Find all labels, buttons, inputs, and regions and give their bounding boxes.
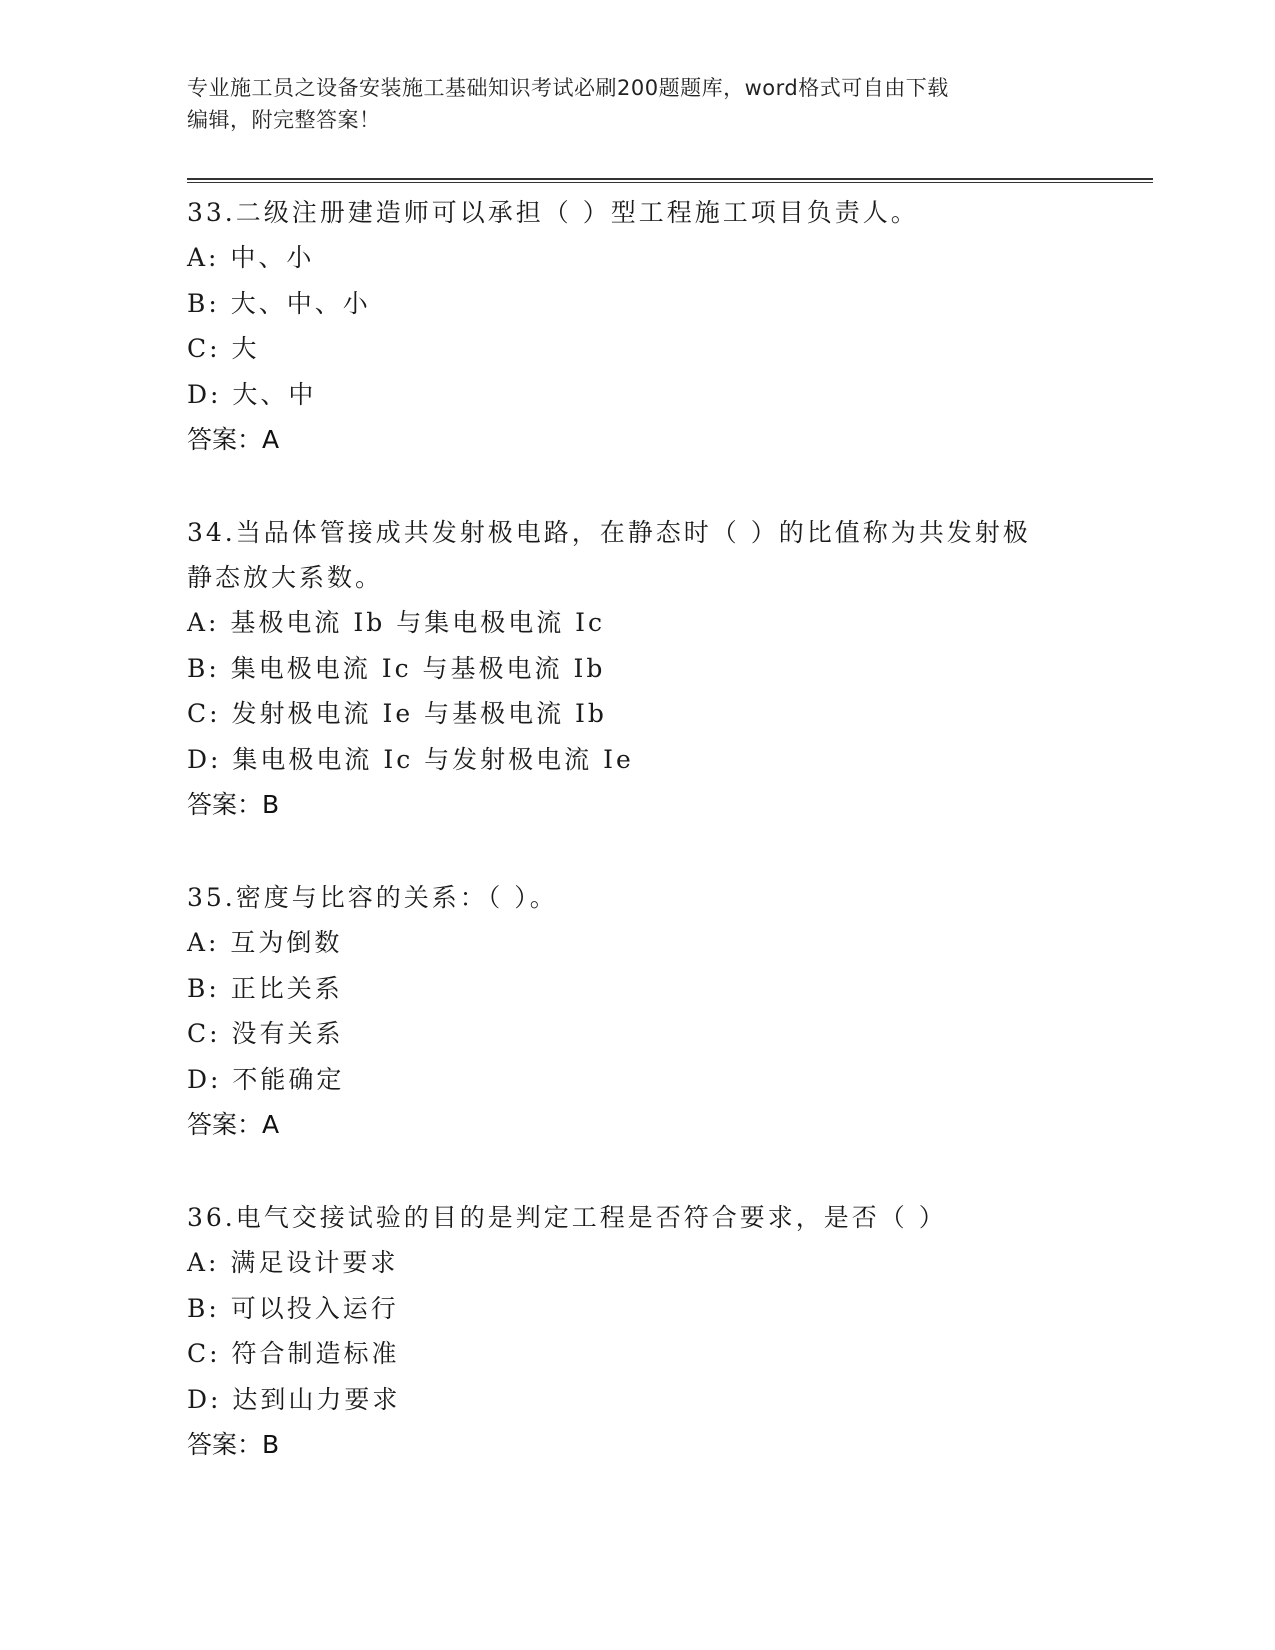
- option-c: C: 符合制造标准: [187, 1339, 400, 1368]
- option-a: A: 基极电流 Ib 与集电极电流 Ic: [187, 608, 606, 637]
- page-header: [187, 72, 1067, 136]
- option-c: C: 大: [187, 334, 260, 363]
- option-b: B: 正比关系: [187, 973, 343, 1003]
- option-b: B: 集电极电流 Ic 与基极电流 Ib: [187, 653, 606, 683]
- option-d: D: 集电极电流 Ic 与发射极电流 Ie: [187, 744, 634, 774]
- option-c: C: 没有关系: [187, 1019, 344, 1048]
- question-list: [187, 190, 1087, 1515]
- question-text-continued: 静态放大系数。: [187, 563, 384, 592]
- answer: 答案：B: [187, 1430, 280, 1459]
- header-divider: [187, 178, 1153, 183]
- option-a: A: 中、小: [187, 243, 315, 272]
- option-d: D: 大、中: [187, 379, 317, 409]
- question-text: 35.密度与比容的关系：（ ）。: [187, 883, 558, 912]
- answer: 答案：A: [187, 425, 280, 454]
- question-33: [187, 190, 1087, 463]
- answer: 答案：B: [187, 790, 280, 819]
- question-36: [187, 1195, 1087, 1468]
- answer: 答案：A: [187, 1110, 280, 1139]
- option-b: B: 大、中、小: [187, 288, 371, 318]
- question-text: 36.电气交接试验的目的是判定工程是否符合要求，是否（ ）: [187, 1203, 947, 1232]
- option-c: C: 发射极电流 Ie 与基极电流 Ib: [187, 699, 607, 728]
- option-d: D: 达到山力要求: [187, 1384, 401, 1414]
- option-b: B: 可以投入运行: [187, 1293, 399, 1323]
- question-text: 33.二级注册建造师可以承担（ ）型工程施工项目负责人。: [187, 198, 919, 227]
- option-d: D: 不能确定: [187, 1064, 345, 1094]
- question-35: [187, 875, 1087, 1148]
- header-line-1: 专业施工员之设备安装施工基础知识考试必刷200题题库，word格式可自由下载: [187, 76, 949, 100]
- option-a: A: 满足设计要求: [187, 1248, 399, 1277]
- option-a: A: 互为倒数: [187, 928, 343, 957]
- header-line-2: 编辑，附完整答案！: [187, 108, 381, 132]
- question-34: [187, 510, 1087, 828]
- question-text: 34.当品体管接成共发射极电路，在静态时（ ）的比值称为共发射极: [187, 518, 1031, 547]
